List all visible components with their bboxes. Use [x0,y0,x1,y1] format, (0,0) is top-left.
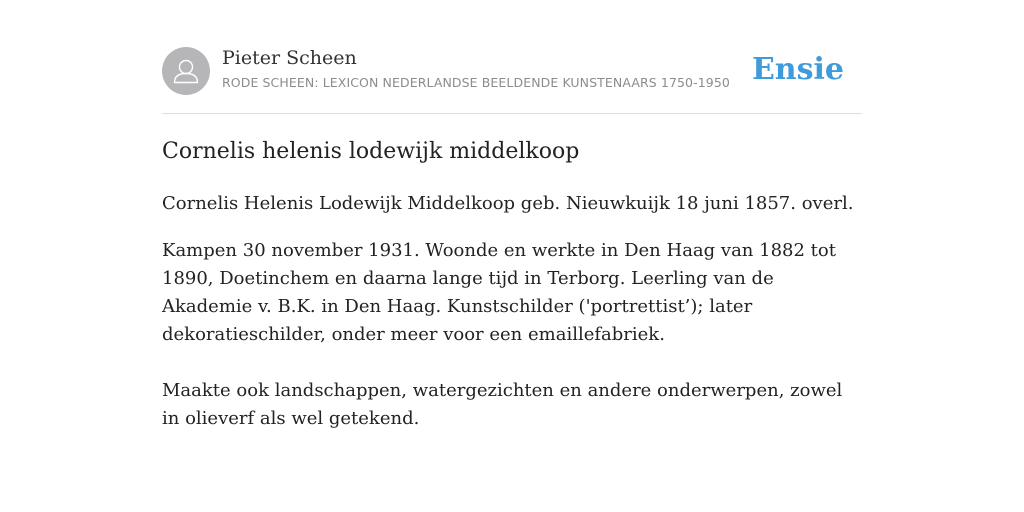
article-paragraph: Maakte ook landschappen, watergezichten en andere onderwerpen, zowel in olieverf als wel getekend. [162,380,843,429]
header-divider [162,113,862,114]
ensie-logo[interactable]: Ensie [751,52,844,87]
article-title: Cornelis helenis lodewijk middelkoop [162,139,580,164]
source-title[interactable]: RODE SCHEEN: LEXICON NEDERLANDSE BEELDENDE KUNSTENAARS 1750-1950 [222,75,730,90]
author-avatar[interactable] [162,47,210,95]
author-name[interactable]: Pieter Scheen [222,47,357,69]
article-header [162,46,862,96]
article-paragraph: Cornelis Helenis Lodewijk Middelkoop geb. Nieuwkuijk 18 juni 1857. overl. [162,193,854,214]
article-paragraph: Kampen 30 november 1931. Woonde en werkte in Den Haag van 1882 tot 1890, Doetinchem en daarna lange tijd in Terborg. Leerling van de Akademie v. B.K. in Den Haag. Kunstschilder ('portrettist’); later dekoratieschilder, onder meer voor een emaillefabriek. [162,240,836,345]
article-card [162,0,862,512]
user-icon [162,47,210,95]
